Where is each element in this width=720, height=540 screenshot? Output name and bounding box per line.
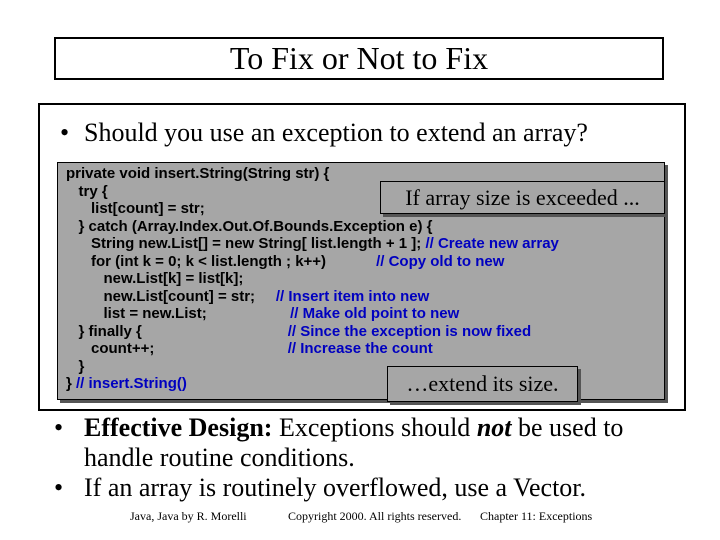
- code-text: }: [66, 375, 77, 392]
- code-comment: // Copy old to new: [376, 252, 505, 270]
- code-line: [66, 200, 205, 218]
- bullet-list: [54, 413, 694, 503]
- code-text: new.List[count] = str;: [66, 287, 276, 305]
- code-comment: // Make old point to new: [290, 305, 460, 322]
- slide-title: [54, 37, 664, 80]
- code-text: list[count] = str;: [66, 200, 205, 217]
- code-text: } catch (Array.Index.Out.Of.Bounds.Exception e) {: [66, 217, 433, 235]
- bullet-design-emph: not: [476, 413, 512, 442]
- callout-top-text: If array size is exceeded ...: [405, 184, 640, 210]
- bullet-dot: •: [60, 118, 70, 147]
- bullet-design-pre: Exceptions should: [272, 413, 477, 442]
- code-line: [66, 235, 559, 253]
- code-line: [66, 358, 84, 376]
- code-line: [66, 253, 504, 271]
- code-line: [66, 375, 187, 393]
- code-line: [66, 305, 459, 323]
- bullet-dot: •: [54, 473, 64, 502]
- code-text: count++;: [66, 340, 288, 357]
- code-comment: // Insert item into new: [275, 287, 430, 305]
- code-line: [66, 270, 243, 288]
- code-line: [66, 165, 329, 183]
- code-line: [66, 288, 429, 306]
- code-line: [66, 340, 433, 358]
- code-text: private void insert.String(String str) {: [66, 165, 330, 182]
- code-line: [66, 218, 432, 236]
- callout-bottom: [387, 366, 578, 402]
- callout-top: [380, 181, 665, 214]
- footer-left: Java, Java by R. Morelli: [130, 509, 247, 523]
- code-comment: // insert.String(): [76, 375, 187, 392]
- bullet-item-design: [54, 413, 694, 473]
- code-comment: // Since the exception is now fixed: [287, 322, 532, 340]
- code-text: list = new.List;: [66, 305, 291, 322]
- bullet-dot: •: [54, 413, 64, 442]
- footer-center: Copyright 2000. All rights reserved.: [288, 509, 462, 523]
- footer-right: Chapter 11: Exceptions: [480, 509, 593, 523]
- bullet-vector-text: If an array is routinely overflowed, use a Vector.: [84, 473, 587, 502]
- code-comment: // Create new array: [425, 235, 559, 252]
- bullet-design-post: be used to handle routine conditions.: [84, 413, 624, 472]
- slide-title-text: To Fix or Not to Fix: [229, 40, 489, 76]
- bullet-question-text: Should you use an exception to extend an array?: [84, 118, 588, 147]
- code-comment: // Increase the count: [287, 340, 433, 357]
- code-text: } finally {: [66, 322, 288, 340]
- callout-bottom-text: …extend its size.: [406, 371, 559, 396]
- code-line: [66, 183, 108, 201]
- bullet-item-vector: [54, 473, 694, 503]
- code-text: try {: [66, 182, 108, 200]
- code-text: }: [66, 357, 85, 375]
- code-text: new.List[k] = list[k];: [66, 270, 244, 287]
- bullet-design-bold: Effective Design:: [84, 413, 273, 442]
- code-line: [66, 323, 531, 341]
- code-text: String new.List[] = new String[ list.length + 1 ];: [66, 235, 426, 252]
- bullet-question: [60, 118, 588, 148]
- code-text: for (int k = 0; k < list.length ; k++): [66, 252, 377, 270]
